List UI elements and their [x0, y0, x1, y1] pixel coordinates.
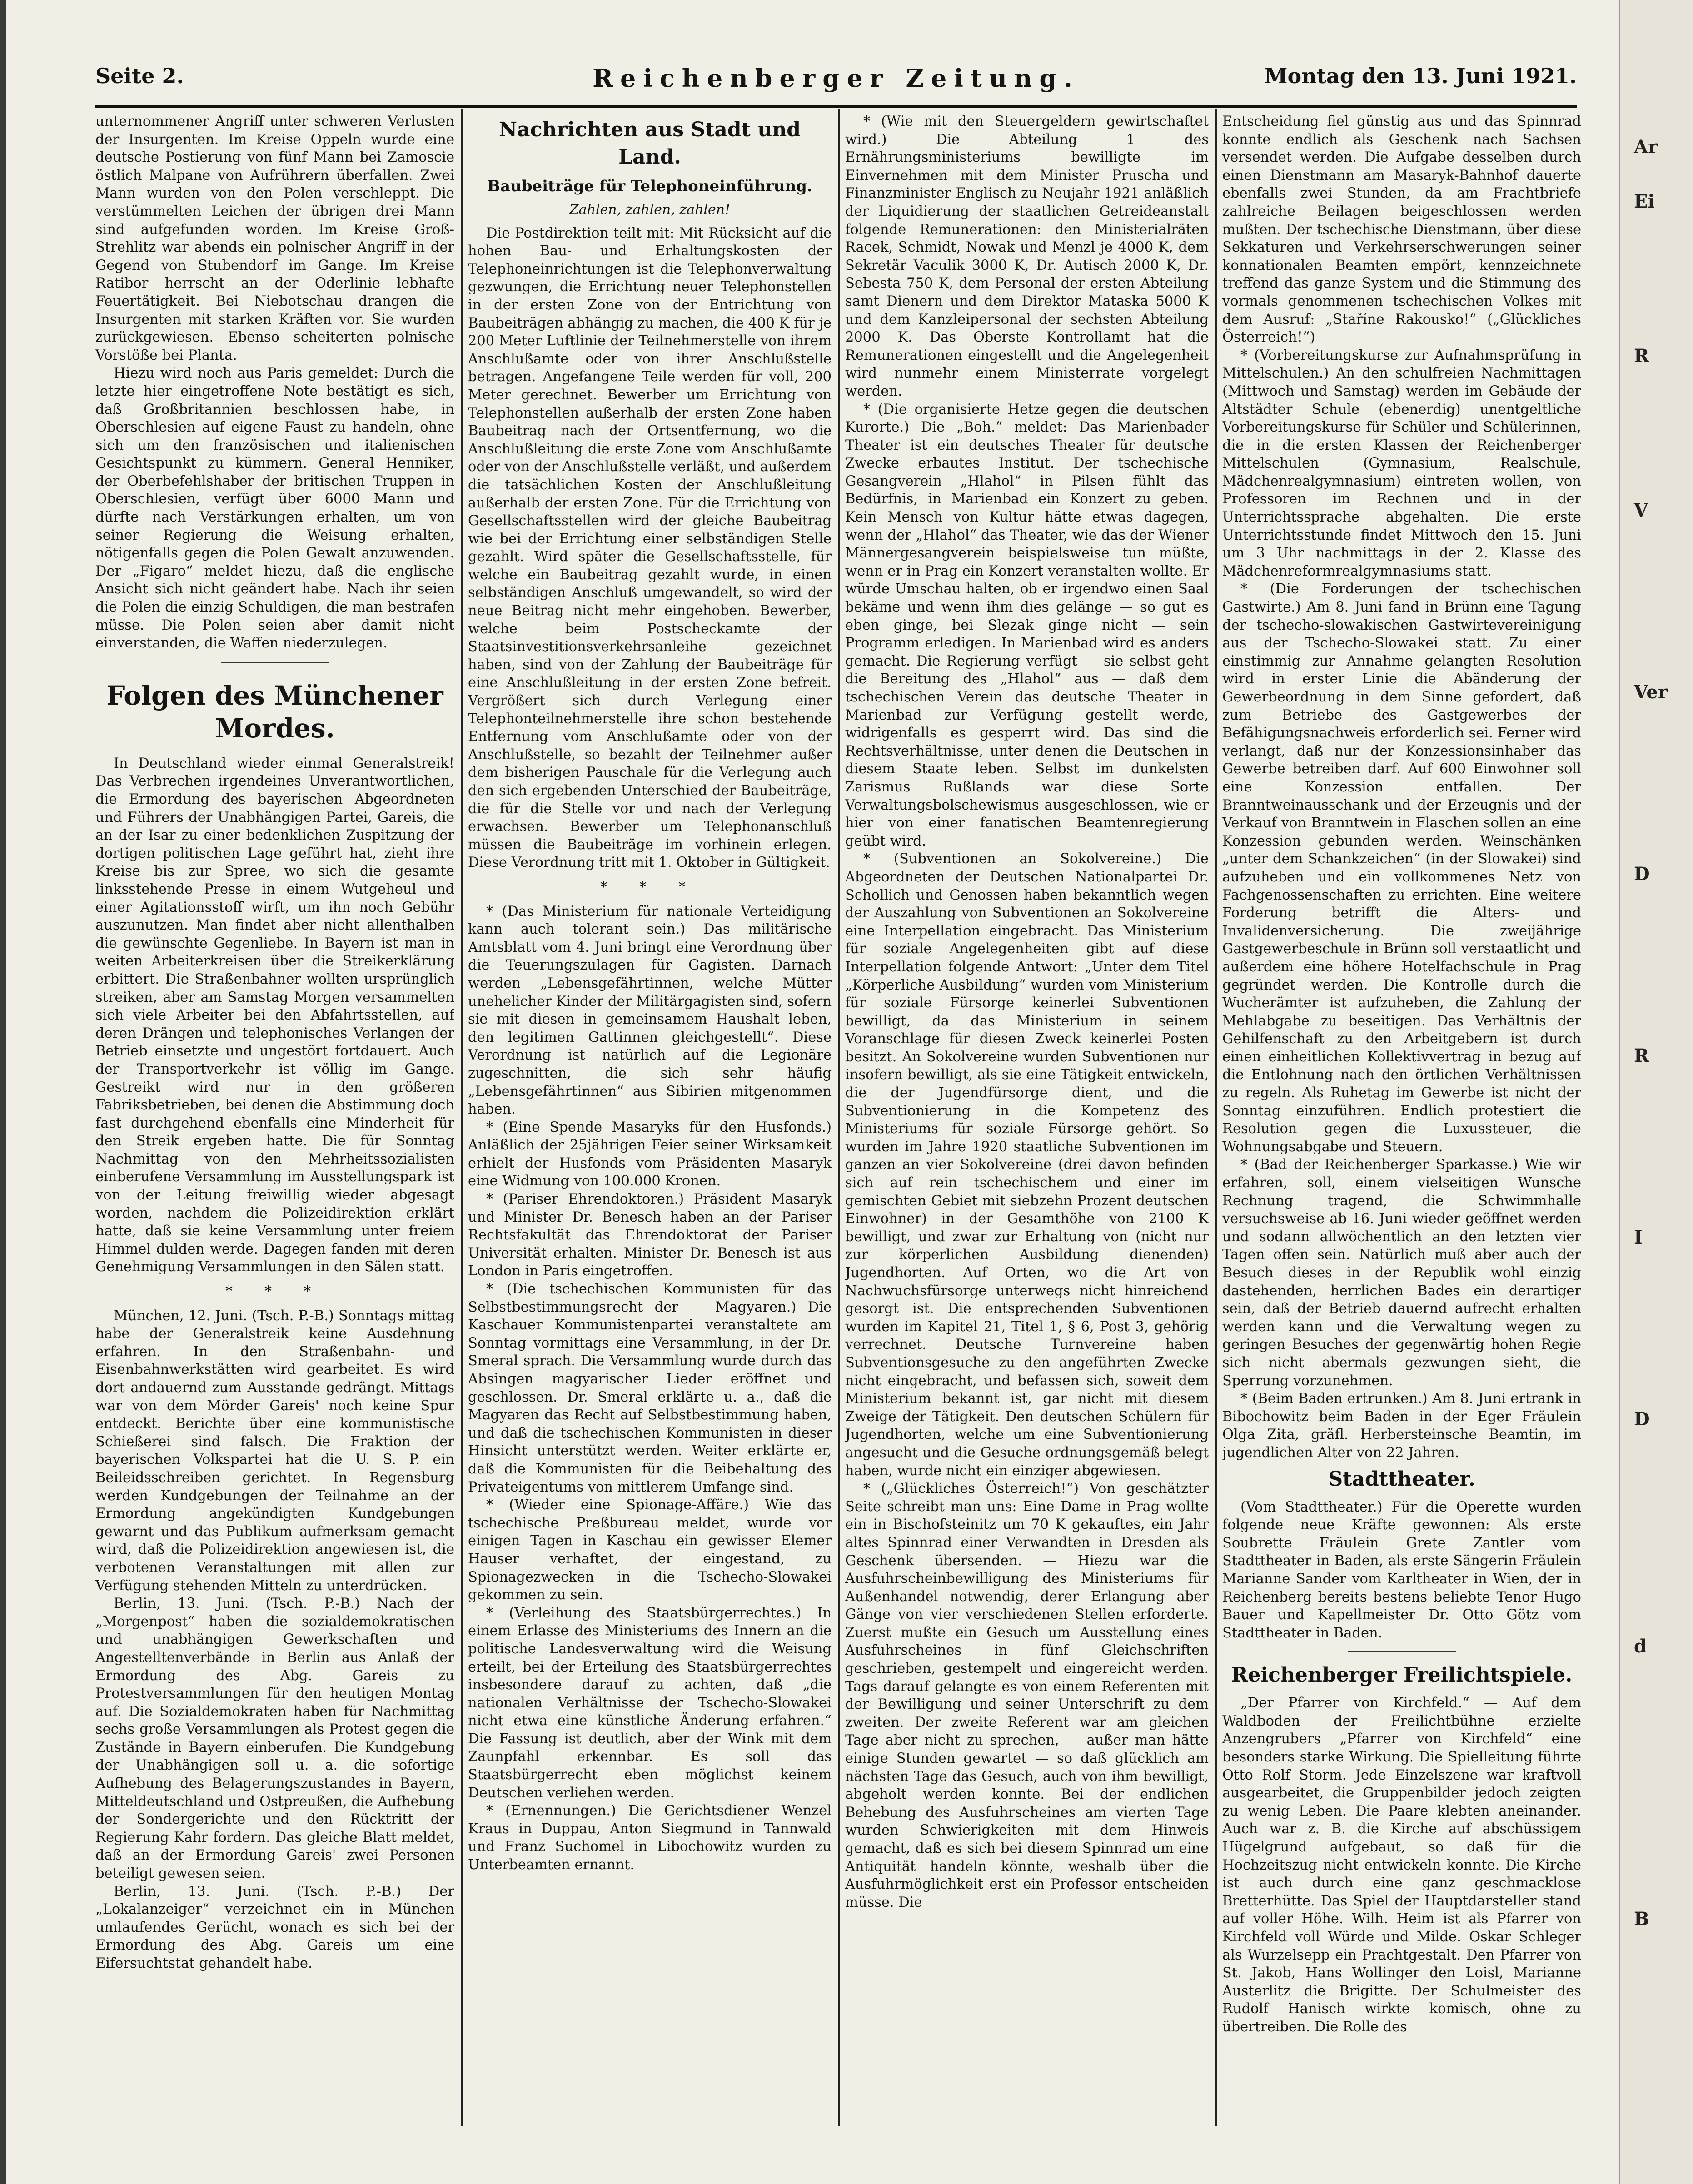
article-title: Baubeiträge für Telephoneinführung. [487, 177, 812, 195]
news-item: * (Ernennungen.) Die Gerichtsdiener Wenzel Kraus in Duppau, Anton Siegmund in Tannwald und Franz Suchomel in Libochowitz wurden zu Unterbeamten ernannt. [468, 1803, 832, 1873]
page-number: Seite 2. [95, 64, 184, 88]
star-separator: * * * [600, 878, 700, 895]
edge-fragment: R [1634, 1045, 1649, 1066]
section-heading: Stadttheater. [1328, 1467, 1475, 1491]
article-subtitle: Zahlen, zahlen, zahlen! [569, 202, 731, 218]
news-item: * (Wie mit den Steuergeldern gewirtschaftet wird.) Die Abteilung 1 des Ernährungsministeriums bewilligte im Einvernehmen mit dem Minister Pruscha und Finanzminister Englisch zu Neujahr 1921 anläßlich der Liquidierung der staatlichen Getreideanstalt folgende Remunerationen: den Ministerialräten Racek, Schmidt, Nowak und Menzl je 4000 K, dem Sekretär Vaculik 3000 K, Dr. Autisch 2000 K, Dr. Sebesta 750 K, dem Personal der ersten Abteilung samt Dienern und dem Direktor Mataska 5000 K und dem Kanzleipersonal der sechsten Abteilung 2000 K. Das Oberste Kontrollamt hat die Remunerationen eingestellt und die Angelegenheit wird nunmehr einem Ministerrate vorgelegt werden. [845, 114, 1209, 399]
column-1 [95, 113, 454, 2121]
article-paragraph: In Deutschland wieder einmal Generalstreik! Das Verbrechen irgendeines Unverantwortlichen, die Ermordung des bayerischen Abgeordneten und Führers der Unabhängigen Partei, Gareis, die an der Isar zu einer bedenklichen Zuspitzung der dortigen politischen Lage geführt hat, zieht ihre Kreise bis zur Spree, wo sich die gesamte linksstehende Presse in einem Wutgeheul und einer Agitationsstoff wirft, um ihn noch Gebühr auszunutzen. Man findet aber nicht allenthalben die gewünschte Gegenliebe. In Bayern ist man in weiten Arbeiterkreisen über die Streikerklärung erbittert. Die Straßenbahner wollten ursprünglich streiken, aber am Samstag Morgen versammelten sich viele Arbeiter bei den Abfahrtsstellen, auf deren Drängen und telephonisches Verlangen der Betrieb einsetzte und ungestört fortdauert. Auch der Transportverkehr ist völlig im Gange. Gestreikt wird nur in den größeren Fabriksbetrieben, bei denen die Abstimmung doch fast durchgehend ebenfalls eine Minderheit für den Streik ergeben hatte. Die für Sonntag Nachmittag von den Mehrheitssozialisten einberufene Versammlung im Ausstellungspark ist von der Leitung freiwillig wieder abgesagt worden, nachdem die Polizeidirektion erklärt hatte, daß sie keine Versammlung unter freiem Himmel dulden werde. Dagegen fanden mit deren Genehmigung Versammlungen in den Sälen statt. [95, 755, 454, 1275]
news-item: (Vom Stadttheater.) Für die Operette wurden folgende neue Kräfte gewonnen: Als erste Soubrette Fräulein Grete Zantler vom Stadttheater in Baden, als erste Sängerin Fräulein Marianne Sander vom Karltheater in Wien, der in Reichenberg bereits bestens beliebte Tenor Hugo Bauer und Kapellmeister Dr. Otto Götz vom Stadttheater in Baden. [1222, 1499, 1581, 1641]
left-scan-edge [0, 0, 6, 2184]
news-item: * (Pariser Ehrendoktoren.) Präsident Masaryk und Minister Dr. Benesch haben an der Pariser Rechtsfakultät das Ehrendoktorat der Pariser Universität erhalten. Minister Dr. Benesch ist aus London in Paris eingetroffen. [468, 1191, 832, 1279]
news-item: Entscheidung fiel günstig aus und das Spinnrad konnte endlich als Geschenk nach Sachsen versendet werden. Die Aufgabe desselben durch einen Dienstmann am Masaryk-Bahnhof dauerte ebenfalls zwei Stunden, da am Frachtbriefe zahlreiche Beilagen beigeschlossen werden mußten. Der tschechische Dienstmann, über diese Sekkaturen und Verkehrserschwerungen seiner konnationalen Beamten empört, kennzeichnete treffend das ganze System und die Stimmung des vormals genommenen tschechischen Volkes mit dem Ausruf: „Staříne Rakousko!“ („Glückliches Österreich!“) [1222, 114, 1581, 346]
news-item: * (Die tschechischen Kommunisten für das Selbstbestimmungsrecht der — Magyaren.) Die Kaschauer Kommunistenpartei veranstaltete am Sonntag vormittags eine Versammlung, in der Dr. Smeral sprach. Die Versammlung wurde durch das Absingen magyarischer Lieder eröffnet und geschlossen. Dr. Smeral erklärte u. a., daß die Magyaren das Recht auf Selbstbestimmung haben, und daß die tschechischen Kommunisten in dieser Hinsicht unterstützt werden. Weiter erklärte er, daß die Kommunisten für die Beibehaltung des Privateigentums von mittlerem Umfange sind. [468, 1281, 832, 1495]
edge-fragment: R [1634, 345, 1649, 367]
news-item: * (Subventionen an Sokolvereine.) Die Abgeordneten der Deutschen Nationalpartei Dr. Schollich und Genossen haben bekanntlich wegen der Auszahlung von Subventionen an Sokolvereine eine Interpellation eingebracht. Das Ministerium für soziale Angelegenheiten gibt auf diese Interpellation folgende Antwort: „Unter dem Titel „Körperliche Ausbildung“ wurden vom Ministerium für soziale Fürsorge keinerlei Subventionen bewilligt, da das Ministerium in seinem Voranschlage für diesen Zweck keinerlei Posten besitzt. An Sokolvereine wurden Subventionen nur insofern bewilligt, als sie eine Tätigkeit entwickeln, die der Jugendfürsorge dient, und die Subventionierung in die Kompetenz des Ministeriums für soziale Fürsorge gehört. So wurden im Jahre 1920 staatliche Subventionen im ganzen an vier Sokolvereine (drei davon befinden sich auf rein tschechischem und einer im gemischten Gebiet mit siebzehn Prozent deutschen Einwohner) in der Gesamthöhe von 2100 K bewilligt, und zwar zur Erhaltung von (nicht nur zur körperlichen Ausbildung dienenden) Jugendhorten. Auf Orten, wo die Art von Nachwuchsfürsorge unterwegs nicht hinreichend gesorgt ist. Die entsprechenden Subventionen wurden im Kapitel 21, Titel 1, § 6, Post 3, gehörig verrechnet. Deutsche Turnvereine haben Subventionsgesuche zu den angeführten Zwecke nicht eingebracht, und befassen sich, soweit dem Ministerium bekannt ist, gar nicht mit diesem Zweige der Tätigkeit. Den deutschen Schülern für Jugendhorten, welche um eine Subventionierung angesucht und die Gesuche ordnungsgemäß belegt haben, wurde nicht ein einziger abgewiesen. [845, 851, 1209, 1479]
masthead: Reichenberger Zeitung. [593, 64, 1080, 93]
edge-fragment: B [1634, 1908, 1649, 1930]
column-rule [461, 109, 463, 2126]
news-item: * (Bad der Reichenberger Sparkasse.) Wie wir erfahren, soll, einem vielseitigen Wunsche Rechnung tragend, die Schwimmhalle versuchsweise ab 16. Juni wieder geöffnet werden und sodann allwöchentlich an den letzten vier Tagen offen sein. Natürlich muß aber auch der Besuch dieses in der Republik wohl einzig dastehenden, herrlichen Bades ein derartiger sein, daß der Betrieb dauernd aufrecht erhalten werden kann und die Verwaltung wegen zu geringen Besuches der gegenwärtig hohen Regie sich nicht abermals gezwungen sieht, die Sperrung vorzunehmen. [1222, 1157, 1581, 1389]
news-item: * (Die Forderungen der tschechischen Gastwirte.) Am 8. Juni fand in Brünn eine Tagung der tschecho-slowakischen Gastwirtevereinigung aus der Tschecho-Slowakei statt. Zu einer einstimmig zur Annahme gelangten Resolution wird in erster Linie die Abänderung der Gewerbeordnung in dem Sinne gefordert, daß zum Betriebe des Gastgewerbes der Befähigungsnachweis erforderlich sei. Ferner wird verlangt, daß nur der Konzessionsinhaber das Gewerbe betreiben darf. Auf 600 Einwohner soll eine Konzession entfallen. Der Branntweinausschank und der Erzeugnis und der Verkauf von Branntwein in Flaschen sollen an eine Konzession gebunden werden. Weinschänken „unter dem Schankzeichen“ (in der Slowakei) sind aufzuheben und ein vollkommenes Netz von Fachgenossenschaften zu errichten. Eine weitere Forderung betrifft die Alters- und Invalidenversicherung. Die zweijährige Gastgewerbeschule in Brünn soll verstaatlicht und außerdem eine höhere Hotelfachschule in Prag gegründet werden. Die Kontrolle durch die Wucherämter ist aufzuheben, die Zahlung der Mehlabgabe zu beseitigen. Das Verhältnis der Gehilfenschaft zu den Arbeitgebern ist durch einen einheitlichen Kollektivvertrag in bezug auf die Entlohnung nach den örtlichen Verhältnissen zu regeln. Als Ruhetag im Gewerbe ist nicht der Sonntag einzuführen. Endlich protestiert die Resolution gegen die Luxussteuer, die Wohnungsabgabe und Steuern. [1222, 581, 1581, 1155]
star-separator: * * * [225, 1283, 325, 1300]
news-item: * (Verleihung des Staatsbürgerrechtes.) In einem Erlasse des Ministeriums des Innern an die politische Landesverwaltung wird die Weisung erteilt, bei der Erteilung des Staatsbürgerrechtes insbesondere darauf zu achten, daß „die nationalen Verhältnisse der Tschecho-Slowakei nicht etwa eine künstliche Änderung erfahren.“ Die Fassung ist deutlich, aber der Wink mit dem Zaunpfahl erkennbar. Es soll das Staatsbürgerrecht eben möglichst keinem Deutschen verliehen werden. [468, 1605, 832, 1801]
article-paragraph: unternommener Angriff unter schweren Verlusten der Insurgenten. Im Kreise Oppeln wurde eine deutsche Postierung von fünf Mann bei Zamoscie östlich Malpane von Aufrührern überfallen. Zwei Mann wurden von den Polen verschleppt. Die verstümmelten Leichen der übrigen drei Mann sind aufgefunden worden. Im Kreise Groß-Strehlitz war abends ein polnischer Angriff in der Gegend von Stubendorf im Gange. Im Kreise Ratibor herrscht an der Oderlinie lebhafte Feuertätigkeit. Bei Niebotschau drangen die Insurgenten mit starken Kräften vor. Sie wurden zurückgewiesen. Ebenso scheiterten polnische Vorstöße bei Planta. [95, 114, 454, 363]
edge-fragment: V [1634, 500, 1648, 521]
section-divider [1348, 1651, 1456, 1652]
header-rule [95, 105, 1577, 108]
news-item: * (Das Ministerium für nationale Verteidigung kann auch tolerant sein.) Das militärische Amtsblatt vom 4. Juni bringt eine Verordnung über die Teuerungszulagen für Gagisten. Darnach werden „Lebensgefährtinnen, welche Mütter unehelicher Kinder der Militärgagisten sind, sofern sie mit diesen in gemeinsamem Haushalt leben, den legitimen Gattinnen gleichgestellt“. Diese Verordnung ist natürlich auf die Legionäre zugeschnitten, die sich sehr häufig „Lebensgefährtinnen“ aus Sibirien mitgenommen haben. [468, 903, 832, 1118]
edge-fragment: D [1634, 1408, 1650, 1430]
section-heading: Reichenberger Freilichtspiele. [1231, 1663, 1573, 1687]
page-header [95, 64, 1577, 100]
news-item: * („Glückliches Österreich!“) Von geschätzter Seite schreibt man uns: Eine Dame in Prag wollte ein in Bischofsteinitz um 70 K gekauftes, ein Jahr altes Spinnrad einer Verwandten in Dresden als Geschenk übersenden. — Hiezu war die Ausfuhrscheinbewilligung des Ministeriums für Außenhandel notwendig, derer Erlangung aber Gänge von vier verschiedenen Stellen erforderte. Zuerst mußte ein Gesuch um Ausstellung eines Ausfuhrscheines in fünf Gleichschriften geschrieben, gestempelt und eingereicht werden. Tags darauf gelangte es von einem Referenten mit der Bewilligung und seiner Unterschrift zu dem zweiten. Der zweite Referent war am gleichen Tage aber nicht zu sprechen, — außer man hätte einige Stunden gewartet — so daß glücklich am nächsten Tage das Gesuch, auch von ihm bewilligt, abgeholt werden konnte. Bei der endlichen Behebung des Ausfuhrscheines am vierten Tage wurden Schwierigkeiten mit dem Hinweis gemacht, daß es sich bei diesem Spinnrad um eine Antiquität handeln könnte, weshalb über die Ausfuhrmöglichkeit erst ein Professor entscheiden müsse. Die [845, 1481, 1209, 1910]
section-heading: Folgen des Münchener Mordes. [106, 680, 443, 744]
news-item: * (Wieder eine Spionage-Affäre.) Wie das tschechische Preßbureau meldet, wurde vor einigen Tagen in Kaschau ein gewisser Elemer Hauser verhaftet, der eingestand, zu Spionagezwecken in die Tschecho-Slowakei gekommen zu sein. [468, 1497, 832, 1603]
edge-fragment: D [1634, 863, 1650, 885]
article-paragraph: Berlin, 13. Juni. (Tsch. P.-B.) Nach der „Morgenpost“ haben die sozialdemokratischen und unabhängigen Gewerkschaften und Angestelltenverbände in Berlin aus Anlaß der Ermordung des Abg. Gareis zu Protestversammlungen für den heutigen Montag auf. Die Sozialdemokraten haben für Nachmittag sechs große Versammlungen als Protest gegen die Zustände in Bayern einberufen. Die Kundgebung der Unabhängigen soll u. a. die sofortige Aufhebung des Belagerungszustandes in Bayern, Mitteldeutschland und Ostpreußen, die Aufhebung der Sondergerichte und den Rücktritt der Regierung Kahr fordern. Das gleiche Blatt meldet, daß an der Ermordung Gareis' zwei Personen beteiligt gewesen seien. [95, 1596, 454, 1882]
edge-fragment: Ver [1634, 682, 1668, 703]
article-paragraph: Hiezu wird noch aus Paris gemeldet: Durch die letzte hier eingetroffene Note bestätigt es sich, daß Großbritannien beschlossen habe, in Oberschlesien auf eigene Faust zu handeln, ohne sich um den französischen und italienischen Gesichtspunkt zu kümmern. General Henniker, der Oberbefehlshaber der britischen Truppen in Oberschlesien, verfügt über 6000 Mann und dürfte nach Verstärkungen erhalten, um von seiner Regierung die Weisung erhalten, nötigenfalls gegen die Polen Gewalt anzuwenden. Der „Figaro“ meldet hiezu, daß die englische Ansicht sich nicht geändert habe. Nach ihr seien die Polen die einzig Schuldigen, die man bestrafen müsse. Die Polen seien aber damit nicht einverstanden, die Waffen niederzulegen. [95, 365, 454, 652]
section-divider [221, 662, 329, 663]
issue-date: Montag den 13. Juni 1921. [1264, 64, 1577, 88]
news-item: * (Vorbereitungskurse zur Aufnahmsprüfung in Mittelschulen.) An den schulfreien Nachmittagen (Mittwoch und Samstag) werden im Gebäude der Altstädter Schule (ebenerdig) unentgeltliche Vorbereitungskurse für Schüler und Schülerinnen, die in die ersten Klassen der Reichenberger Mittelschulen (Gymnasium, Realschule, Mädchenrealgymnasium) eintreten wollen, von Professoren im Rechnen und in der Unterrichtssprache abgehalten. Die erste Unterrichtsstunde findet Mittwoch den 15. Juni um 3 Uhr nachmittags in der 2. Klasse des Mädchenreformrealgymnasiums statt. [1222, 347, 1581, 579]
edge-fragment: Ar [1634, 136, 1658, 158]
column-2 [468, 113, 832, 2121]
adjacent-page-edge [1619, 0, 1693, 2184]
news-item: * (Die organisierte Hetze gegen die deutschen Kurorte.) Die „Boh.“ meldet: Das Marienbader Theater ist ein deutsches Theater für deutsche Zwecke erbautes Institut. Der tschechische Gesangverein „Hlahol“ in Pilsen fühlt das Bedürfnis, in Marienbad ein Konzert zu geben. Kein Mensch von Kultur hätte etwas dagegen, wenn der „Hlahol“ das Theater, wie das der Wiener Männergesangverein beispielsweise tun müßte, wenn er in Prag ein Konzert veranstalten wollte. Er würde Umschau halten, ob er irgendwo einen Saal bekäme und wenn ihm dies gelänge — so gut es eben ginge, bei Slezak ginge nicht — sein Programm erledigen. In Marienbad wird es anders gemacht. Die Regierung verfügt — sie selbst geht die Bereitung des „Hlahol“ aus — daß dem tschechischen Verein das deutsche Theater in Marienbad zur Verfügung gestellt werde, widrigenfalls es gesperrt wird. Das sind die Rechtsverhältnisse, unter denen die Deutschen in diesem Staate leben. Selbst im dunkelsten Zarismus Rußlands war diese Sorte Verwaltungsbolschewismus ausgeschlossen, wie er hier von einer fanatischen Beamtenregierung geübt wird. [845, 401, 1209, 849]
article-paragraph: Die Postdirektion teilt mit: Mit Rücksicht auf die hohen Bau- und Erhaltungskosten der Telephoneinrichtungen ist die Telephonverwaltung gezwungen, die Errichtung neuer Telephonstellen in der ersten Zone von der Entrichtung von Baubeiträgen abhängig zu machen, die 400 K für je 200 Meter Luftlinie der Teilnehmerstelle von ihrem Anschlußamte oder von ihrer Anschlußstelle betragen. Angefangene Teile werden für voll, 200 Meter gerechnet. Bewerber um Errichtung von Telephonstellen außerhalb der ersten Zone haben Baubeitrag nach der Ortsentfernung, wo die Anschlußleitung die erste Zone vom Anschlußamte oder von der Anschlußstelle verläßt, und außerdem die tatsächlichen Kosten der Anschlußleitung außerhalb der ersten Zone. Für die Errichtung von Gesellschaftsstellen wird der gleiche Baubeitrag wie bei der Errichtung einer selbständigen Stelle gezahlt. Wird später die Gesellschaftsstelle, für welche ein Baubeitrag gezahlt wurde, in einen selbständigen Anschluß umgewandelt, so wird der neue Beitrag nicht mehr eingehoben. Bewerber, welche beim Postscheckamte der Staatsinvestitionsverkehrsanleihe gezeichnet haben, sind von der Zahlung der Baubeiträge für eine Anschlußleitung in der ersten Zone befreit. Vergrößert sich durch Verlegung einer Telephonteilnehmerstelle ihre schon bestehende Entfernung vom Anschlußamte oder von der Anschlußstelle, so bezahlt der Teilnehmer außer dem bisherigen Pauschale für die Verlegung auch den sich ergebenden Unterschied der Baubeiträge, die für die Stelle vor und nach der Verlegung erwachsen. Bewerber um Telephonanschluß müssen die Baubeiträge im vorhinein erlegen. Diese Verordnung tritt mit 1. Oktober in Gültigkeit. [468, 225, 832, 871]
article-paragraph: Berlin, 13. Juni. (Tsch. P.-B.) Der „Lokalanzeiger“ verzeichnet ein in München umlaufendes Gerücht, wonach es sich bei der Ermordung des Abg. Gareis um eine Eifersuchtstat gehandelt habe. [95, 1883, 454, 1971]
edge-fragment: Ei [1634, 191, 1655, 212]
column-rule [1215, 109, 1217, 2126]
news-item: * (Beim Baden ertrunken.) Am 8. Juni ertrank in Bibochowitz beim Baden in der Eger Fräulein Olga Zita, gräfl. Herbersteinsche Beamtin, im jugendlichen Alter von 22 Jahren. [1222, 1391, 1581, 1461]
news-item: * (Eine Spende Masaryks für den Husfonds.) Anläßlich der 25jährigen Feier seiner Wirksamkeit erhielt der Husfonds vom Präsidenten Masaryk eine Widmung von 100.000 Kronen. [468, 1119, 832, 1189]
edge-fragment: I [1634, 1227, 1643, 1248]
column-4 [1222, 113, 1581, 2121]
news-item: „Der Pfarrer von Kirchfeld.“ — Auf dem Waldboden der Freilichtbühne erzielte Anzengrubers „Pfarrer von Kirchfeld“ eine besonders starke Wirkung. Die Spielleitung führte Otto Rolf Storm. Jede Einzelszene war kraftvoll ausgearbeitet, die Gruppenbilder jedoch zeigten zu wenig Leben. Die Paare klebten aneinander. Auch war z. B. die Kirche auf abschüssigem Hügelgrund aufgebaut, so daß für die Hochzeitszug nicht entwickeln konnte. Die Kirche ist auch durch eine ganz geschmacklose Bretterhütte. Das Spiel der Hauptdarsteller stand auf voller Höhe. Wilh. Heim ist als Pfarrer von Kirchfeld voll Würde und Milde. Oskar Schleger als Wurzelsepp ein Prachtgestalt. Den Pfarrer von St. Jakob, Hans Wollinger den Loisl, Marianne Austerlitz die Brigitte. Der Schulmeister des Rudolf Hanisch wirkte komisch, ohne zu übertreiben. Die Rolle des [1222, 1695, 1581, 2035]
section-heading: Nachrichten aus Stadt und Land. [498, 118, 801, 169]
article-paragraph: München, 12. Juni. (Tsch. P.-B.) Sonntags mittag habe der Generalstreik keine Ausdehnung erfahren. In den Straßenbahn- und Eisenbahnwerkstätten wird gearbeitet. Es wird dort andauernd zum Ausstande gedrängt. Mittags war von dem Mörder Gareis' noch keine Spur entdeckt. Berichte über eine kommunistische Schießerei sind falsch. Die Fraktion der bayerischen Volkspartei hat die U. S. P. ein Beileidsschreiben gerichtet. In Regensburg werden Kundgebungen der Teilnahme an der Ermordung angekündigten Kundgebungen gewarnt und das Publikum aufmerksam gemacht wird, daß die Polizeidirektion angewiesen ist, die verbotenen Veranstaltungen mit allen zur Verfügung stehenden Mitteln zu unterdrücken. [95, 1308, 454, 1594]
column-rule [838, 109, 840, 2126]
edge-fragment: d [1634, 1636, 1647, 1657]
column-3 [845, 113, 1209, 2121]
